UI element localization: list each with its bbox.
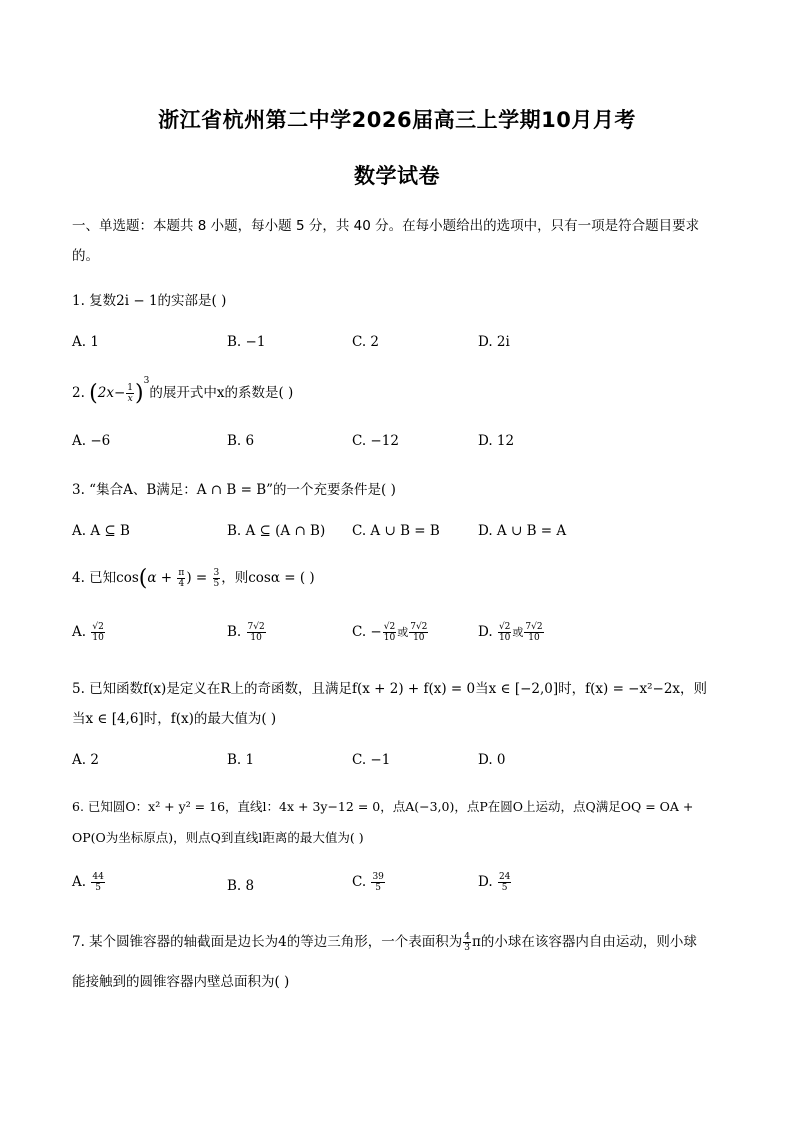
- q4-d-num2: 7√2: [525, 622, 543, 632]
- q4-c-num2: 7√2: [410, 622, 428, 632]
- question-1-option-d: D. 2i: [478, 334, 510, 350]
- question-1-stem: 1. 复数2i − 1的实部是( ): [72, 293, 227, 309]
- q2-expr: 2x−: [97, 385, 126, 401]
- q6-c-den: 5: [375, 883, 382, 893]
- question-1-option-b: B. −1: [227, 334, 266, 350]
- q4-pi-num: π: [178, 568, 185, 578]
- q4-d-den1: 10: [498, 633, 511, 643]
- q2-suffix: 的展开式中x的系数是( ): [149, 385, 294, 401]
- question-5-option-c: C. −1: [352, 752, 391, 768]
- question-1-option-c: C. 2: [352, 334, 380, 350]
- q4-value-fraction: [213, 568, 221, 589]
- question-3-stem: 3. “集合A、B满足：A ∩ B = B”的一个充要条件是( ): [72, 482, 396, 498]
- exam-title: 浙江省杭州第二中学2026届高三上学期10月月考: [158, 108, 636, 132]
- question-6-line1: 6. 已知圆O：x² + y² = 16，直线l：4x + 3y−12 = 0，点A(−3,0)，点P在圆O上运动，点Q满足OQ = OA +: [72, 799, 694, 814]
- q6-a-num: 44: [92, 872, 104, 882]
- question-5-option-b: B. 1: [227, 752, 255, 768]
- q4-suffix: ，则cosα = ( ): [221, 570, 315, 586]
- question-6-option-d: [478, 872, 512, 893]
- question-2-option-d: D. 12: [478, 433, 515, 449]
- question-4-option-d: [478, 622, 545, 643]
- q4-val-num: 3: [213, 568, 220, 578]
- q7-line1-a: 7. 某个圆锥容器的轴截面是边长为4的等边三角形，一个表面积为: [72, 934, 463, 950]
- question-2-stem: [72, 376, 293, 406]
- question-3-option-a: A. A ⊆ B: [72, 523, 130, 539]
- q7-line1-b: π的小球在该容器内自由运动，则小球: [472, 934, 697, 950]
- question-6-line2: OP(O为坐标原点)，则点Q到直线l距离的最大值为( ): [72, 830, 364, 845]
- q4-d-num1: √2: [498, 622, 511, 632]
- q4-c-label: C. −: [352, 624, 382, 640]
- q4-prefix: 4. 已知cos: [72, 570, 139, 586]
- question-2-option-a: A. −6: [72, 433, 111, 449]
- q7-fraction: [463, 932, 471, 953]
- exam-subtitle: 数学试卷: [354, 164, 440, 188]
- question-5-line2: 当x ∈ [4,6]时，f(x)的最大值为( ): [72, 711, 277, 727]
- q4-b-fraction: [247, 622, 266, 643]
- question-5-line1: 5. 已知函数f(x)是定义在R上的奇函数，且满足f(x + 2) + f(x) = 0当x ∈ [−2,0]时，f(x) = −x²−2x，则: [72, 681, 708, 697]
- q6-c-label: C.: [352, 874, 371, 890]
- question-7-line1: [72, 930, 697, 953]
- q2-frac-den: x: [127, 394, 133, 404]
- q4-eq: ) =: [186, 570, 212, 586]
- q6-d-den: 5: [501, 883, 508, 893]
- q2-power: 3: [143, 376, 150, 386]
- q4-pi-fraction: [177, 568, 185, 589]
- q4-c-fraction-2: [409, 622, 428, 643]
- q4-b-num: 7√2: [247, 622, 265, 632]
- q4-d-den2: 10: [528, 633, 540, 643]
- q4-a-den: 10: [92, 633, 104, 643]
- question-4-option-a: [72, 622, 106, 643]
- question-6-option-c: [352, 872, 386, 893]
- q6-d-label: D.: [478, 874, 497, 890]
- q4-a-num: √2: [92, 622, 104, 632]
- q6-c-fraction: [371, 872, 384, 893]
- q4-inner: α +: [147, 570, 177, 586]
- q4-c-den2: 10: [413, 633, 425, 643]
- q2-frac-num: 1: [127, 383, 134, 393]
- q2-prefix: 2.: [72, 385, 90, 401]
- q6-c-num: 39: [372, 872, 384, 882]
- q6-d-fraction: [498, 872, 511, 893]
- question-6-option-a: [72, 872, 106, 893]
- q4-d-label: D.: [478, 624, 497, 640]
- q4-open-paren: (: [138, 566, 148, 591]
- question-4-option-b: [227, 622, 267, 643]
- q7-frac-den: 3: [464, 943, 470, 953]
- question-6-option-b: B. 8: [227, 878, 255, 894]
- question-2-option-b: B. 6: [227, 433, 255, 449]
- q4-a-fraction: [91, 622, 104, 643]
- q4-c-den1: 10: [383, 633, 396, 643]
- question-5-option-d: D. 0: [478, 752, 506, 768]
- section-heading-line2: 的。: [72, 248, 99, 264]
- q4-a-label: A.: [72, 624, 91, 640]
- q4-d-fraction-1: [498, 622, 511, 643]
- question-5-option-a: A. 2: [72, 752, 99, 768]
- q7-frac-num: 4: [464, 932, 470, 942]
- q4-b-den: 10: [250, 633, 262, 643]
- question-7-line2: 能接触到的圆锥容器内壁总面积为( ): [72, 974, 290, 990]
- question-2-option-c: C. −12: [352, 433, 399, 449]
- q6-a-den: 5: [95, 883, 101, 893]
- q2-close-paren: ): [135, 381, 144, 406]
- q4-c-fraction-1: [383, 622, 396, 643]
- question-4-stem: [72, 566, 315, 591]
- section-heading-line1: 一、单选题：本题共 8 小题，每小题 5 分，共 40 分。在每小题给出的选项中，只有一项是符合题目要求: [72, 218, 700, 234]
- question-1-option-a: A. 1: [72, 334, 99, 350]
- q4-c-num1: √2: [383, 622, 396, 632]
- q2-open-paren: (: [89, 381, 98, 406]
- q6-a-label: A.: [72, 874, 91, 890]
- q4-c-or: 或: [397, 626, 409, 639]
- q4-val-den: 5: [213, 579, 220, 589]
- q2-fraction: [126, 383, 134, 404]
- question-3-option-d: D. A ∪ B = A: [478, 523, 567, 539]
- q4-pi-den: 4: [178, 579, 185, 589]
- question-4-option-c: [352, 622, 429, 643]
- question-3-option-c: C. A ∪ B = B: [352, 523, 440, 539]
- question-3-option-b: B. A ⊆ (A ∩ B): [227, 523, 326, 539]
- q4-b-label: B.: [227, 624, 246, 640]
- q6-d-num: 24: [498, 872, 511, 882]
- q6-a-fraction: [91, 872, 104, 893]
- q4-d-fraction-2: [524, 622, 543, 643]
- q4-d-or: 或: [512, 626, 524, 639]
